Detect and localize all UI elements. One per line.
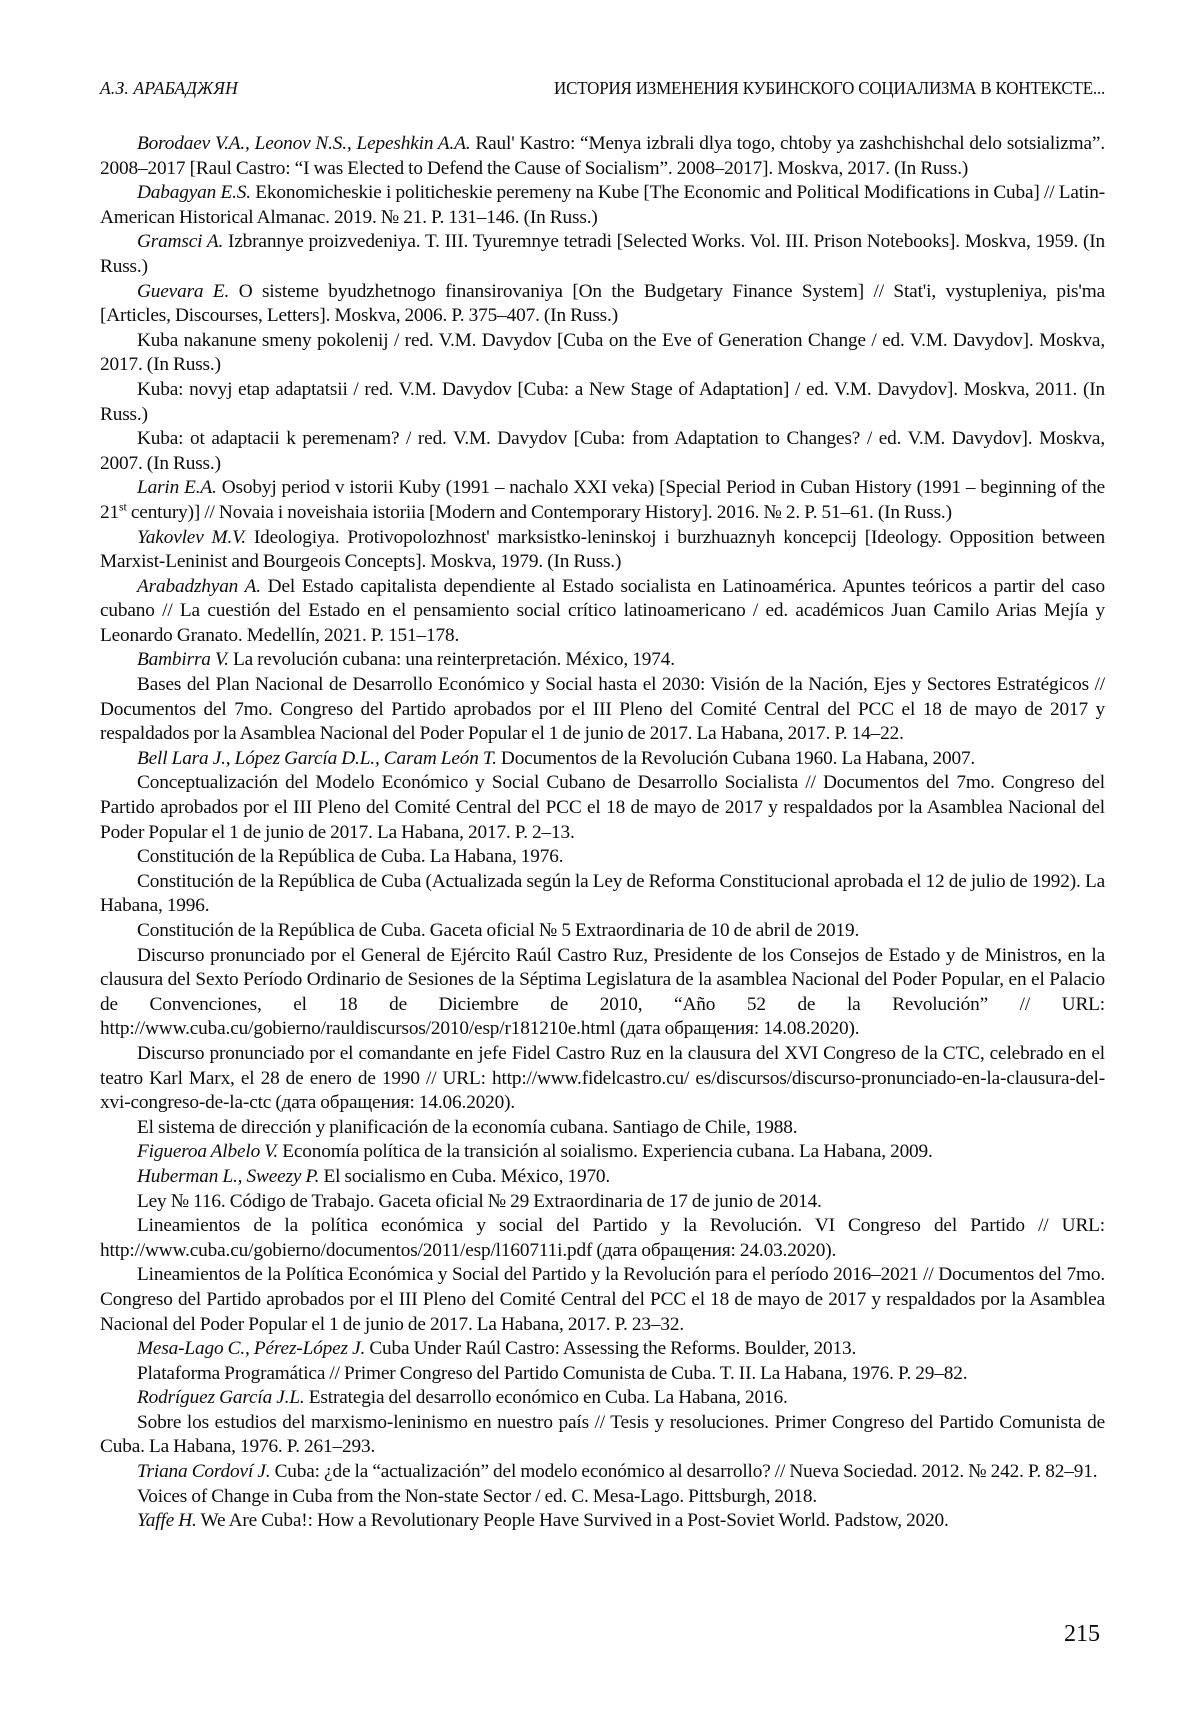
reference-item	[100, 870, 1105, 919]
reference-text: Constitución de la República de Cuba. La Habana, 1976.	[137, 846, 564, 868]
reference-text: st	[118, 499, 127, 514]
page-number: 215	[1064, 1621, 1100, 1647]
reference-text: We Are Cuba!: How a Revolutionary People Have Survived in a Post-Soviet World. Padstow, 2020.	[196, 1510, 949, 1532]
reference-item	[100, 673, 1105, 747]
reference-text: El sistema de dirección y planificación de la economía cubana. Santiago de Chile, 1988.	[137, 1116, 798, 1138]
reference-text: century)] // Novaia i noveishaia istoriia [Modern and Contemporary History]. 2016. № 2. P. 51–61. (In Russ.)	[126, 501, 952, 523]
reference-item	[100, 280, 1105, 329]
reference-authors: Yaffe H.	[137, 1510, 197, 1532]
reference-authors: Yakovlev M.V.	[137, 526, 246, 548]
reference-item	[100, 648, 1105, 673]
reference-item	[100, 427, 1105, 476]
reference-text: Del Estado capitalista dependiente al Estado socialista en Latinoamérica. Apuntes teóricos a partir del caso cubano // La cuestión del Estado en el pensamiento social crítico latinoamericano / ed. académicos Juan Camilo Arias Mejía y Leonardo Granato. Medellín, 2021. P. 151–178.	[100, 575, 1105, 646]
reference-text: Discurso pronunciado por el comandante en jefe Fidel Castro Ruz en la clausura del XVI Congreso de la CTC, celebrado en el teatro Karl Marx, el 28 de enero de 1990 // URL: http://www.fidelcastro.cu/ es/discursos/discurso-pronunciado-en-la-clausura-del-xvi-congreso-de-la-ctc (дата обращения: 14.06.2020).	[100, 1042, 1105, 1114]
reference-authors: Dabagyan E.S.	[137, 182, 251, 204]
reference-text: Voices of Change in Cuba from the Non-state Sector / ed. C. Mesa-Lago. Pittsburgh, 2018.	[137, 1485, 818, 1507]
reference-authors: Gramsci A.	[137, 231, 224, 253]
reference-authors: Figueroa Albelo V.	[137, 1141, 279, 1163]
reference-item	[100, 132, 1105, 181]
running-head-title: ИСТОРИЯ ИЗМЕНЕНИЯ КУБИНСКОГО СОЦИАЛИЗМА В КОНТЕКСТЕ...	[553, 78, 1105, 98]
reference-authors: Larin E.A.	[137, 477, 217, 499]
reference-authors: Bambirra V.	[137, 649, 229, 671]
reference-text: Documentos de la Revolución Cubana 1960. La Habana, 2007.	[496, 747, 976, 769]
reference-item	[100, 944, 1105, 1042]
reference-authors: Rodríguez García J.L.	[137, 1387, 305, 1409]
reference-item	[100, 230, 1105, 279]
reference-text: Cuba: ¿de la “actualización” del modelo económico al desarrollo? // Nueva Sociedad. 2012. № 242. P. 82–91.	[270, 1461, 1098, 1483]
reference-item	[100, 1116, 1105, 1141]
reference-text: Lineamientos de la Política Económica y Social del Partido y la Revolución para el período 2016–2021 // Documentos del 7mo. Congreso del Partido aprobados por el III Pleno del Comité Central del PCC el 18 de mayo de 2017 y respaldados por la Asamblea Nacional del Poder Popular el 1 de junio de 2017. La Habana, 2017. P. 23–32.	[100, 1264, 1105, 1335]
reference-item	[100, 476, 1105, 525]
reference-item	[100, 1263, 1105, 1337]
reference-text: Discurso pronunciado por el General de Ejército Raúl Castro Ruz, Presidente de los Consejos de Estado y de Ministros, en la clausura del Sexto Período Ordinario de Sesiones de la Séptima Legislatura de la asamblea Nacional del Poder Popular, en el Palacio de Convenciones, el 18 de Diciembre de 2010, “Año 52 de la Revolución” // URL: http://www.cuba.cu/gobierno/rauldiscursos/2010/esp/r181210e.html (дата обращения: 14.08.2020).	[100, 944, 1105, 1040]
reference-item	[100, 1190, 1105, 1215]
reference-item	[100, 329, 1105, 378]
reference-item	[100, 526, 1105, 575]
reference-item	[100, 919, 1105, 944]
reference-text: Kuba nakanune smeny pokolenij / red. V.M. Davydov [Cuba on the Eve of Generation Change / ed. V.M. Davydov]. Moskva, 2017. (In Russ.)	[100, 329, 1105, 376]
reference-text: El socialismo en Cuba. México, 1970.	[319, 1165, 611, 1187]
reference-item	[100, 771, 1105, 845]
reference-authors: Borodaev V.A., Leonov N.S., Lepeshkin A.A.	[137, 133, 471, 154]
reference-text: Ley № 116. Código de Trabajo. Gaceta oficial № 29 Extraordinaria de 17 de junio de 2014.	[137, 1190, 822, 1212]
reference-item	[100, 747, 1105, 772]
reference-item	[100, 1337, 1105, 1362]
reference-text: Bases del Plan Nacional de Desarrollo Económico y Social hasta el 2030: Visión de la Nación, Ejes y Sectores Estratégicos // Documentos del 7mo. Congreso del Partido aprobados por el III Pleno del Comité Central del PCC el 18 de mayo de 2017 y respaldados por la Asamblea Nacional del Poder Popular el 1 de junio de 2017. La Habana, 2017. P. 14–22.	[100, 674, 1105, 745]
reference-text: Estrategia del desarrollo económico en Cuba. La Habana, 2016.	[304, 1387, 788, 1409]
running-head	[100, 78, 1105, 98]
reference-authors: Huberman L., Sweezy P.	[137, 1165, 320, 1187]
reference-text: Constitución de la República de Cuba (Actualizada según la Ley de Reforma Constitucional aprobada el 12 de julio de 1992). La Habana, 1996.	[100, 870, 1105, 917]
reference-item	[100, 1140, 1105, 1165]
reference-text: Osobyj period v istorii Kuby (1991 – nachalo XXI veka) [Special Period in Cuban History (1991 – beginning of the 21	[100, 477, 1105, 523]
reference-text: Conceptualización del Modelo Económico y Social Cubano de Desarrollo Socialista // Documentos del 7mo. Congreso del Partido aprobados por el III Pleno del Comité Central del PCC el 18 de mayo de 2017 y respaldados por la Asamblea Nacional del Poder Popular el 1 de junio de 2017. La Habana, 2017. P. 2–13.	[100, 772, 1105, 843]
reference-authors: Guevara E.	[137, 280, 230, 302]
reference-text: Lineamientos de la política económica y social del Partido y la Revolución. VI Congreso del Partido // URL: http://www.cuba.cu/gobierno/documentos/2011/esp/l160711i.pdf (дата обращения: 24.03.2020).	[100, 1215, 1105, 1261]
reference-text: O sisteme byudzhetnogo finansirovaniya [On the Budgetary Finance System] // Stat'i, vystupleniya, pis'ma [Articles, Discourses, Letters]. Moskva, 2006. P. 375–407. (In Russ.)	[100, 280, 1105, 327]
reference-text: Raul' Kastro: “Menya izbrali dlya togo, chtoby ya zashchishchal delo sotsializma”. 2008–2017 [Raul Castro: “I was Elected to Defend the Cause of Socialism”. 2008–2017]. Moskva, 2017. (In Russ.)	[100, 133, 1105, 179]
reference-text: Sobre los estudios del marxismo-leninismo en nuestro país // Tesis y resoluciones. Primer Congreso del Partido Comunista de Cuba. La Habana, 1976. P. 261–293.	[100, 1411, 1105, 1458]
reference-text: Ideologiya. Protivopolozhnost' marksistko-leninskoj i burzhuaznyh koncepcij [Ideology. Opposition between Marxist-Leninist and Bourgeois Concepts]. Moskva, 1979. (In Russ.)	[100, 526, 1106, 573]
reference-text: Izbrannye proizvedeniya. T. III. Tyuremnye tetradi [Selected Works. Vol. III. Prison Notebooks]. Moskva, 1959. (In Russ.)	[100, 231, 1106, 277]
reference-text: Economía política de la transición al soialismo. Experiencia cubana. La Habana, 2009.	[278, 1141, 933, 1163]
reference-item	[100, 181, 1105, 230]
reference-text: Plataforma Programática // Primer Congreso del Partido Comunista de Cuba. T. II. La Habana, 1976. P. 29–82.	[137, 1362, 968, 1384]
reference-text: Kuba: ot adaptacii k peremenam? / red. V.M. Davydov [Cuba: from Adaptation to Changes? / ed. V.M. Davydov]. Moskva, 2007. (In Russ.)	[100, 428, 1105, 474]
reference-item	[100, 1411, 1105, 1460]
reference-item	[100, 575, 1105, 649]
reference-item	[100, 1386, 1105, 1411]
reference-item	[100, 378, 1105, 427]
reference-item	[100, 1214, 1105, 1263]
reference-item	[100, 1165, 1105, 1190]
reference-text: Ekonomicheskie i politicheskie peremeny na Kube [The Economic and Political Modifications in Cuba] // Latin-American Historical Almanac. 2019. № 21. P. 131–146. (In Russ.)	[100, 182, 1105, 228]
reference-item	[100, 1485, 1105, 1510]
reference-item	[100, 1460, 1105, 1485]
reference-text: Kuba: novyj etap adaptatsii / red. V.M. Davydov [Cuba: a New Stage of Adaptation] / ed. V.M. Davydov]. Moskva, 2011. (In Russ.)	[100, 378, 1105, 425]
reference-authors: Triana Cordoví J.	[137, 1461, 271, 1483]
reference-text: La revolución cubana: una reinterpretación. México, 1974.	[228, 649, 675, 671]
reference-authors: Arabadzhyan A.	[137, 575, 261, 597]
reference-item	[100, 1042, 1105, 1116]
reference-authors: Mesa-Lago C., Pérez-López J.	[137, 1338, 366, 1360]
references-list	[100, 132, 1105, 1534]
reference-item	[100, 845, 1105, 870]
running-head-author: А.З. АРАБАДЖЯН	[100, 78, 238, 98]
reference-item	[100, 1509, 1105, 1534]
reference-authors: Bell Lara J., López García D.L., Caram León T.	[137, 747, 497, 769]
reference-item	[100, 1362, 1105, 1387]
reference-text: Cuba Under Raúl Castro: Assessing the Reforms. Boulder, 2013.	[365, 1338, 857, 1360]
reference-text: Constitución de la República de Cuba. Gaceta oficial № 5 Extraordinaria de 10 de abril de 2019.	[137, 920, 860, 941]
